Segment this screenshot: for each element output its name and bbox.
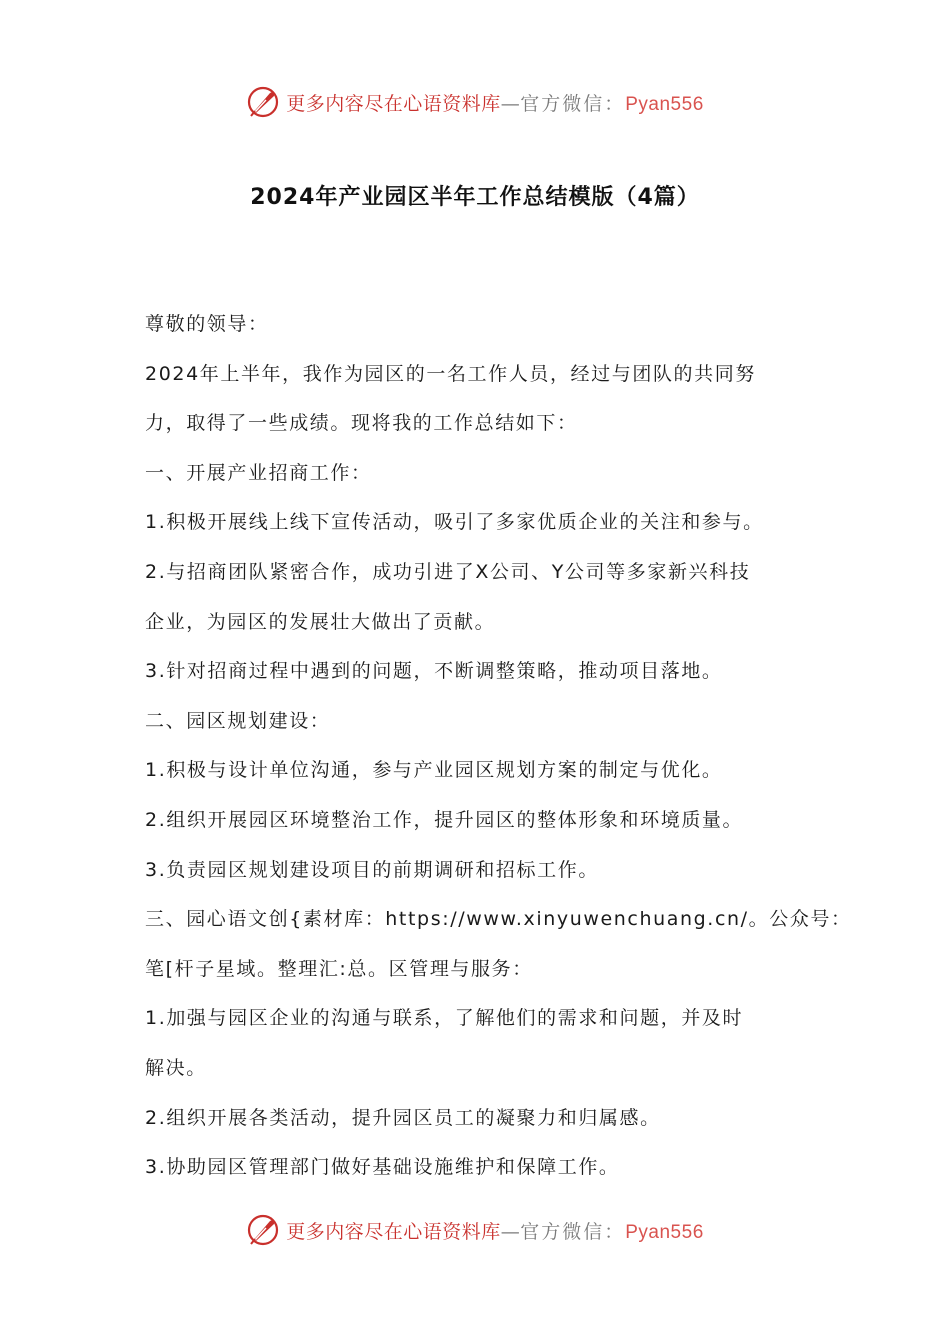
body-line: 1.加强与园区企业的沟通与联系，了解他们的需求和问题，并及时 <box>145 1007 744 1030</box>
body-line: 2024年上半年，我作为园区的一名工作人员，经过与团队的共同努 <box>145 362 756 385</box>
section-heading: 一、开展产业招商工作： <box>145 461 372 484</box>
header-banner <box>0 82 950 122</box>
body-line: 企业，为园区的发展壮大做出了贡献。 <box>145 610 496 633</box>
banner-text <box>286 89 704 116</box>
quill-pen-logo-icon <box>246 85 280 119</box>
banner-wechat-id: Pyan556 <box>625 93 704 115</box>
document-title: 2024年产业园区半年工作总结模版（4篇） <box>250 185 700 210</box>
footer-banner <box>0 1210 950 1250</box>
body-line: 笔[杆子星域。整理汇:总。区管理与服务： <box>145 957 533 980</box>
body-line: 力，取得了一些成绩。现将我的工作总结如下： <box>145 412 578 435</box>
body-line: 尊敬的领导： <box>145 313 269 335</box>
body-line: 2.组织开展各类活动，提升园区员工的凝聚力和归属感。 <box>145 1106 661 1129</box>
section-heading: 二、园区规划建设： <box>145 709 331 732</box>
body-line: 3.协助园区管理部门做好基础设施维护和保障工作。 <box>145 1156 620 1179</box>
document-body <box>145 300 852 1193</box>
body-line: 3.负责园区规划建设项目的前期调研和招标工作。 <box>145 858 599 881</box>
body-line: 3.针对招商过程中遇到的问题，不断调整策略，推动项目落地。 <box>145 660 723 683</box>
banner-main-text: 更多内容尽在心语资料库 <box>286 92 501 115</box>
banner-wechat-label: 官方微信： <box>520 1220 626 1243</box>
body-line: 2.与招商团队紧密合作，成功引进了X公司、Y公司等多家新兴科技 <box>145 560 751 583</box>
body-line: 2.组织开展园区环境整治工作，提升园区的整体形象和环境质量。 <box>145 808 744 831</box>
body-line: 1.积极与设计单位沟通，参与产业园区规划方案的制定与优化。 <box>145 759 723 782</box>
banner-wechat-label: 官方微信： <box>520 92 626 115</box>
banner-main-text: 更多内容尽在心语资料库 <box>286 1220 501 1243</box>
body-line: 1.积极开展线上线下宣传活动，吸引了多家优质企业的关注和参与。 <box>145 511 764 534</box>
body-line: 解决。 <box>145 1056 207 1079</box>
quill-pen-logo-icon <box>246 1213 280 1247</box>
section-heading: 三、园心语文创{素材库：https://www.xinyuwenchuang.cn/。公众号： <box>145 908 852 931</box>
banner-dash: — <box>500 92 521 115</box>
banner-wechat-id: Pyan556 <box>625 1221 704 1243</box>
banner-dash: — <box>500 1220 521 1243</box>
banner-text <box>286 1217 704 1244</box>
